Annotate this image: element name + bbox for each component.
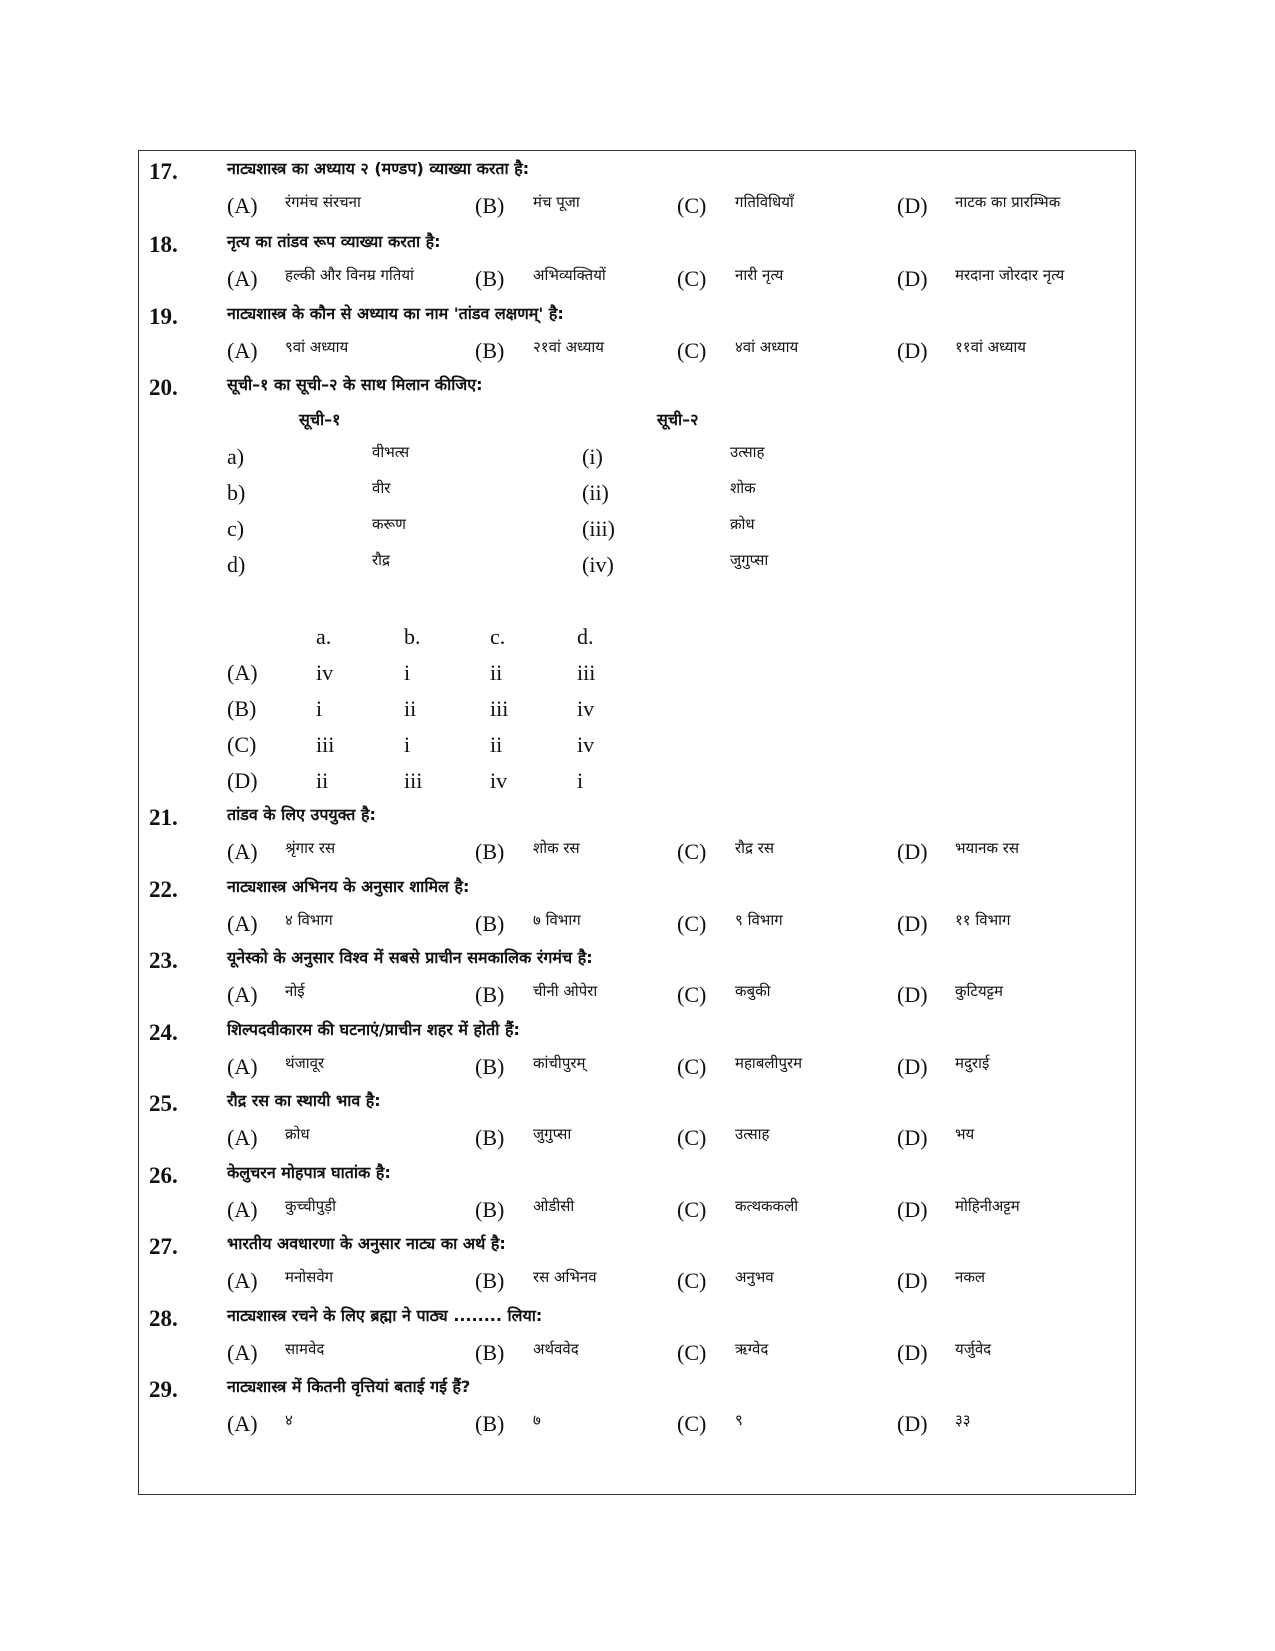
question-text: नाट्यशास्त्र में कितनी वृत्तियां बताई गई हैं? (227, 1377, 471, 1396)
list2-title: सूची–२ (657, 410, 699, 429)
list1-key: b) (227, 480, 246, 505)
options-23: (A) नोई (B) चीनी ओपेरा (C) कबुकी (D) कुटियट्टम (227, 982, 1003, 1007)
question-text: तांडव के लिए उपयुक्त है: (227, 805, 376, 824)
question-text: रौद्र रस का स्थायी भाव है: (227, 1091, 381, 1110)
question-text: नाट्यशास्त्र अभिनय के अनुसार शामिल है: (227, 877, 470, 896)
question-number: 20. (149, 375, 178, 400)
question-26 (139, 1162, 1135, 1188)
list1-item: करूण (372, 515, 407, 533)
list2-key: (iv) (582, 552, 614, 577)
list1-item: वीर (372, 479, 391, 497)
list2-item: उत्साह (730, 443, 765, 461)
question-text: भारतीय अवधारणा के अनुसार नाट्य का अर्थ है: (227, 1234, 506, 1253)
options-25: (A) क्रोध (B) जुगुप्सा (C) उत्साह (D) भय (227, 1125, 975, 1150)
grid-header: d. (577, 624, 594, 649)
options-22: (A) ४ विभाग (B) ७ विभाग (C) ९ विभाग (D) ११ विभाग (227, 911, 1011, 936)
question-24 (139, 1019, 1135, 1045)
question-17 (139, 158, 1135, 184)
question-21 (139, 804, 1135, 830)
list1-key: a) (227, 444, 245, 469)
question-18 (139, 231, 1135, 257)
question-number: 29. (149, 1377, 178, 1402)
question-29 (139, 1376, 1135, 1402)
question-text: यूनेस्को के अनुसार विश्व में सबसे प्राचीन समकालिक रंगमंच है: (227, 948, 593, 967)
options-17: (A) रंगमंच संरचना (B) मंच पूजा (C) गतिविधियाँ (D) नाटक का प्रारम्भिक (227, 193, 1061, 218)
options-21: (A) श्रृंगार रस (B) शोक रस (C) रौद्र रस (D) भयानक रस (227, 839, 1020, 864)
grid-header: a. (316, 624, 332, 649)
list2-key: (i) (582, 444, 603, 469)
question-text: केलुचरन मोहपात्र घातांक है: (227, 1163, 391, 1182)
question-25 (139, 1090, 1135, 1116)
grid-header: c. (490, 624, 506, 649)
options-18: (A) हल्की और विनम्र गतियां (B) अभिव्यक्तियों (C) नारी नृत्य (D) मरदाना जोरदार नृत्य (227, 266, 1065, 291)
list1-title: सूची–१ (299, 410, 341, 429)
question-text: नाट्यशास्त्र का अध्याय २ (मण्डप) व्याख्या करता है: (227, 159, 530, 178)
grid-header: b. (404, 624, 421, 649)
options-27: (A) मनोसवेग (B) रस अभिनव (C) अनुभव (D) नकल (227, 1268, 986, 1293)
question-number: 21. (149, 805, 178, 830)
list2-key: (ii) (582, 480, 609, 505)
list2-key: (iii) (582, 516, 615, 541)
question-number: 27. (149, 1234, 178, 1259)
question-text: नाट्यशास्त्र के कौन से अध्याय का नाम 'तांडव लक्षणम्' है: (227, 304, 564, 323)
list1-item: वीभत्स (372, 443, 410, 461)
options-19: (A) ९वां अध्याय (B) २१वां अध्याय (C) ४वां अध्याय (D) ११वां अध्याय (227, 338, 1026, 363)
question-number: 23. (149, 948, 178, 973)
question-text: नृत्य का तांडव रूप व्याख्या करता है: (227, 232, 441, 251)
question-23 (139, 947, 1135, 973)
question-27 (139, 1233, 1135, 1259)
list1-key: d) (227, 552, 246, 577)
question-22 (139, 876, 1135, 902)
list1-item: रौद्र (372, 551, 390, 569)
options-29: (A) ४ (B) ७ (C) ९ (D) ३३ (227, 1411, 971, 1436)
question-number: 19. (149, 304, 178, 329)
question-number: 26. (149, 1163, 178, 1188)
options-24: (A) थंजावूर (B) कांचीपुरम् (C) महाबलीपुरम (D) मदुराई (227, 1054, 990, 1079)
question-number: 18. (149, 232, 178, 257)
question-number: 22. (149, 877, 178, 902)
question-number: 28. (149, 1306, 178, 1331)
question-number: 17. (149, 159, 178, 184)
list2-item: शोक (730, 479, 756, 497)
options-26: (A) कुच्चीपुड़ी (B) ओडीसी (C) कत्थककली (D) मोहिनीअट्टम (227, 1197, 1020, 1222)
list1-key: c) (227, 516, 245, 541)
question-number: 25. (149, 1091, 178, 1116)
question-text: नाट्यशास्त्र रचने के लिए ब्रह्मा ने पाठ्य ........ लिया: (227, 1306, 543, 1325)
question-number: 24. (149, 1020, 178, 1045)
question-20 (139, 374, 1135, 400)
list2-item: क्रोध (730, 515, 755, 533)
question-28 (139, 1305, 1135, 1331)
question-19 (139, 303, 1135, 329)
question-text: शिल्पदवीकारम की घटनाएं/प्राचीन शहर में होती हैं: (227, 1020, 520, 1039)
list2-item: जुगुप्सा (730, 551, 769, 569)
question-frame: 17. नाट्यशास्त्र का अध्याय २ (मण्डप) व्याख्या करता है: (A) रंगमंच संरचना (B) मंच पूजा (C) गतिविधियाँ (D) नाटक का प्रारम्भिक 18. नृत्य का तांडव रूप व्याख्या करता है: (A) हल्की और विनम्र गतियां (B) अभिव्यक्तियों (C) नारी नृत्य (D) मरदाना जोरदार नृत्य 19. नाट्यशास्त्र के कौन से अध्याय का नाम 'तांडव लक्षणम्' है: (A) ९वां अध्याय (B) २१वां अध्याय (C) ४वां अध्याय (D) ११वां अध्याय 20. सूची–१ का सूची–२ के साथ मिलान कीजिए: सूची–१ सूची–२ a) वीभत्स (i) उत्साह b) वीर (ii) शोक c) करूण (iii) क्रोध d) रौद्र (iv) जुगुप्सा a. b. c. d. (A) iv i ii iii (B) i ii iii iv (C) iii i ii iv (D) ii iii iv i 21. तांडव के लिए उपयुक्त है: (A) श्रृंगार रस (B) शोक रस (C) रौद्र रस (D) भयानक रस 22. नाट्यशास्त्र अभिनय के अनुसार शामिल है: (A) ४ विभाग (B) ७ विभाग (C) ९ विभाग (D) ११ विभाग 23. यूनेस्को के अनुसार विश्व में सबसे प्राचीन समकालिक रंगमंच है: (A) नोई (B) चीनी ओपेरा (C) कबुकी (D) कुटियट्टम 24. शिल्पदवीकारम की घटनाएं/प्राचीन शहर में होती हैं: (A) थंजावूर (B) कांचीपुरम् (C) महाबलीपुरम (D) मदुराई 25. रौद्र रस का स्थायी भाव है: (A) क्रोध (B) जुगुप्सा (C) उत्साह (D) भय 26. केलुचरन मोहपात्र घातांक है: (A) कुच्चीपुड़ी (B) ओडीसी (C) कत्थककली (D) मोहिनीअट्टम 27. भारतीय अवधारणा के अनुसार नाट्य का अर्थ है: (A) मनोसवेग (B) रस अभिनव (C) अनुभव (D) नकल 28. नाट्यशास्त्र रचने के लिए ब्रह्मा ने पाठ्य ........ लिया: (A) सामवेद (B) अर्थववेद (C) ऋग्वेद (D) यर्जुवेद 29. नाट्यशास्त्र में कितनी वृत्तियां बताई गई हैं? (A) ४ (B) ७ (C) ९ (D) ३३ (138, 150, 1136, 1495)
question-text: सूची–१ का सूची–२ के साथ मिलान कीजिए: (227, 375, 483, 394)
options-28: (A) सामवेद (B) अर्थववेद (C) ऋग्वेद (D) यर्जुवेद (227, 1340, 992, 1365)
